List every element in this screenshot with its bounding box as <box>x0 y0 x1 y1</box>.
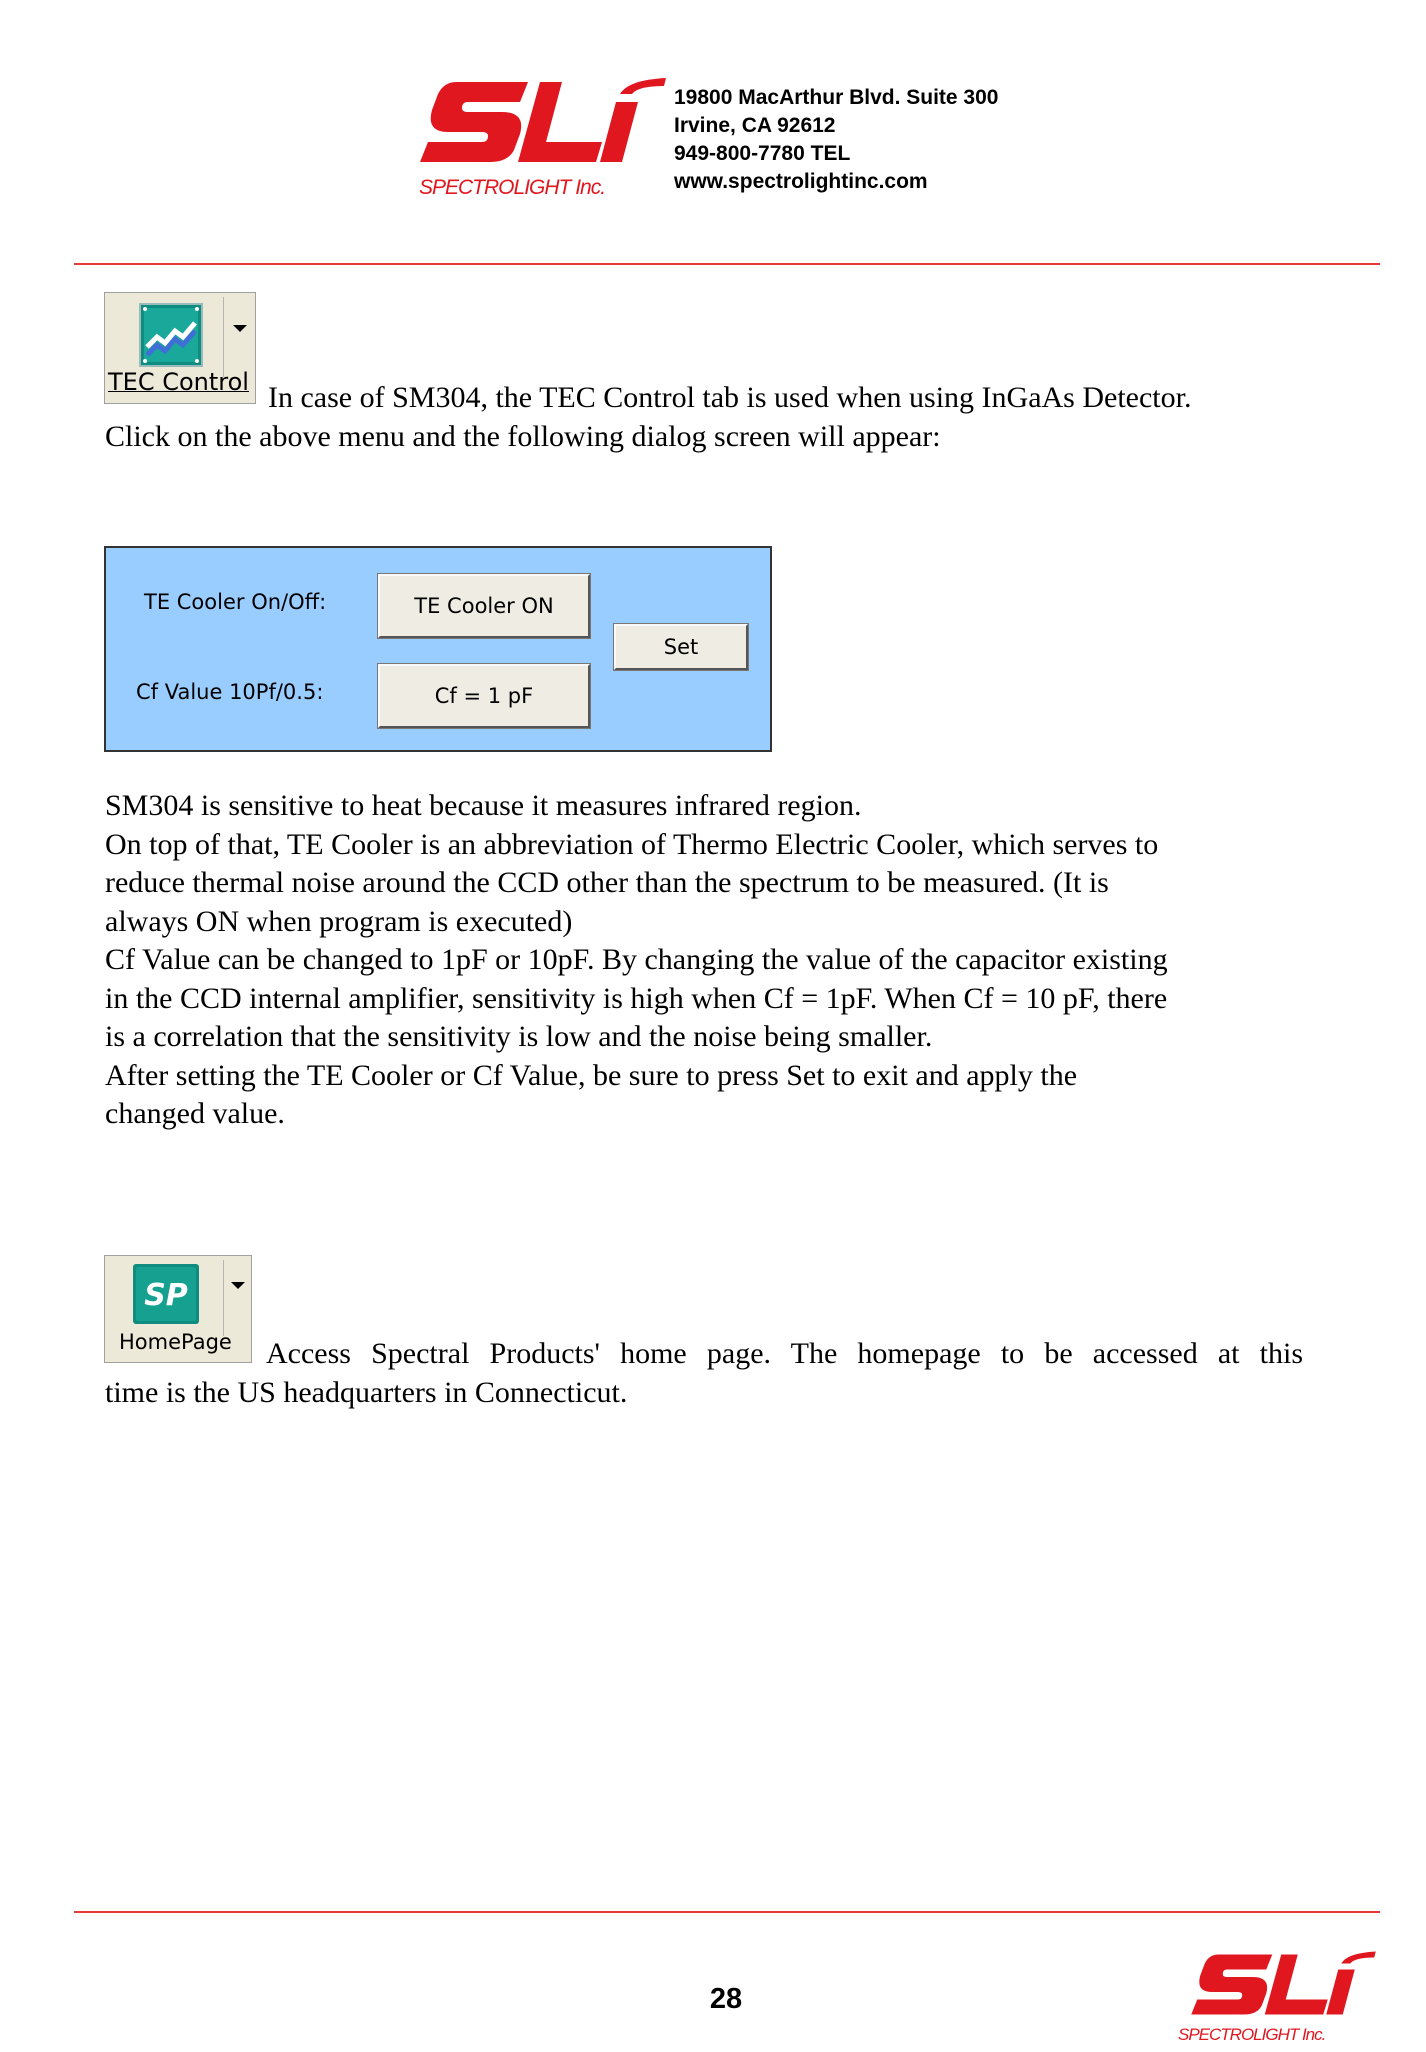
tec-control-icon <box>139 303 203 367</box>
description-line: changed value. <box>105 1097 285 1130</box>
homepage-label: HomePage <box>119 1330 232 1354</box>
website-link[interactable]: www.spectrolightinc.com <box>674 170 928 193</box>
chevron-down-icon[interactable] <box>233 325 247 332</box>
cf-value-label: Cf Value 10Pf/0.5: <box>136 680 324 704</box>
address-line: Irvine, CA 92612 <box>674 114 836 137</box>
sli-logo <box>416 76 666 164</box>
chevron-down-icon[interactable] <box>231 1282 245 1289</box>
description-line: always ON when program is executed) <box>105 905 573 938</box>
sli-footer-logo <box>1183 1950 1381 2016</box>
logo-company-name: SPECTROLIGHT Inc. <box>419 176 606 199</box>
company-address <box>674 84 998 196</box>
tec-dialog <box>104 546 772 752</box>
description-line: SM304 is sensitive to heat because it measures infrared region. <box>105 789 862 822</box>
description-line: in the CCD internal amplifier, sensitivity is high when Cf = 1pF. When Cf = 10 pF, there <box>105 982 1168 1015</box>
tec-control-label: TEC Control <box>108 368 249 396</box>
homepage-description-line: time is the US headquarters in Connecticut. <box>105 1376 628 1409</box>
te-cooler-toggle-button[interactable]: TE Cooler ON <box>378 574 590 638</box>
footer-divider <box>74 1911 1380 1913</box>
cf-value-button[interactable]: Cf = 1 pF <box>378 664 590 728</box>
description-line: Cf Value can be changed to 1pF or 10pF. By changing the value of the capacitor existing <box>105 943 1168 976</box>
svg-text:SP: SP <box>144 1278 188 1313</box>
tec-intro-line: Click on the above menu and the following dialog screen will appear: <box>105 420 941 453</box>
description-line: is a correlation that the sensitivity is low and the noise being smaller. <box>105 1020 933 1053</box>
toolbar-separator <box>223 1260 224 1336</box>
tec-control-button[interactable] <box>104 292 256 404</box>
footer-company-name: SPECTROLIGHT Inc. <box>1178 2025 1326 2044</box>
toolbar-separator <box>223 297 224 377</box>
spectral-products-icon <box>133 1264 199 1324</box>
page-number: 28 <box>709 1983 743 2015</box>
description-line: After setting the TE Cooler or Cf Value, be sure to press Set to exit and apply the <box>105 1059 1078 1092</box>
address-line: 949-800-7780 TEL <box>674 142 851 165</box>
te-cooler-label: TE Cooler On/Off: <box>144 590 327 614</box>
tec-intro-line: In case of SM304, the TEC Control tab is used when using InGaAs Detector. <box>268 381 1192 414</box>
set-button[interactable]: Set <box>614 624 748 670</box>
address-line: 19800 MacArthur Blvd. Suite 300 <box>674 86 999 109</box>
description-line: reduce thermal noise around the CCD other than the spectrum to be measured. (It is <box>105 866 1109 899</box>
header-divider <box>74 263 1380 265</box>
description-line: On top of that, TE Cooler is an abbreviation of Thermo Electric Cooler, which serves to <box>105 828 1159 861</box>
homepage-description-line: Access Spectral Products' home page. The homepage to be accessed at this <box>266 1337 1303 1370</box>
homepage-button[interactable] <box>104 1255 252 1363</box>
